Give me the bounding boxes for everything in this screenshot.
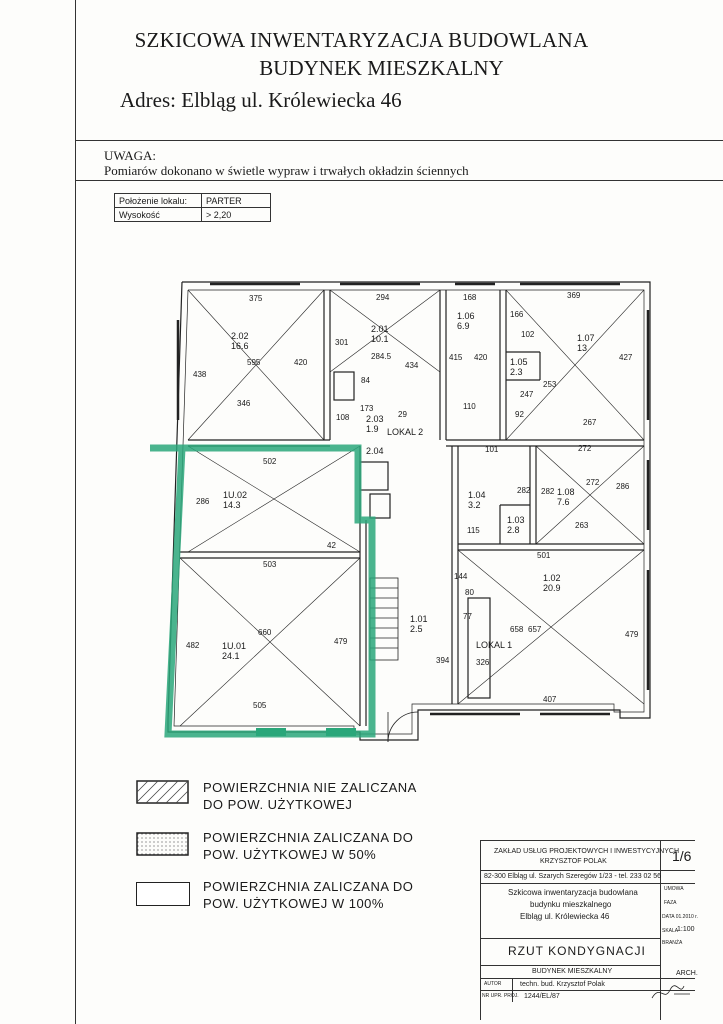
address: Adres: Elbląg ul. Królewiecka 46 [120, 88, 402, 112]
description: Szkicowa inwentaryzacja budowlana [508, 888, 638, 897]
branch-label: BRANŻA [662, 940, 683, 946]
dimension-label: 263 [575, 521, 589, 530]
room-label: 1.02 20.9 [543, 573, 561, 593]
author: techn. bud. Krzysztof Polak [520, 981, 605, 988]
room-label: 1.08 7.6 [557, 487, 575, 507]
dimension-label: 479 [334, 637, 348, 646]
height-label: Wysokość [115, 208, 202, 222]
dimension-label: 282 [517, 486, 531, 495]
scale-label: SKALA [662, 928, 679, 934]
dimension-label: 658 [510, 625, 524, 634]
dimension-label: 482 [186, 641, 200, 650]
unit-label: LOKAL 1 [476, 640, 513, 650]
dimension-label: 92 [515, 410, 524, 419]
outer-wall-inner [174, 290, 644, 734]
dimension-label: 110 [463, 402, 476, 411]
dimension-label: 420 [294, 358, 308, 367]
room-label: 1U.01 24.1 [222, 641, 247, 661]
dimension-label: 369 [567, 291, 581, 300]
dimension-label: 102 [521, 330, 535, 339]
room-label: 1.03 2.8 [507, 515, 525, 535]
highlighted-window [326, 728, 356, 736]
note-text: Pomiarów dokonano w świetle wypraw i trwałych okładzin ściennych [104, 163, 469, 178]
contract-label: UMOWA [664, 886, 684, 892]
dimension-label: 42 [327, 541, 336, 550]
legend-text: POWIERZCHNIA ZALICZANA DO POW. UŻYTKOWEJ W 100% [203, 879, 414, 911]
room-label: 2.03 1.9 [366, 414, 384, 434]
dimension-label: 657 [528, 625, 542, 634]
license-label: NR UPR. PROJ. [482, 993, 519, 999]
date-label: DATA 01.2010 r. [662, 914, 698, 920]
dimension-label: 272 [586, 478, 600, 487]
description: Elbląg ul. Królewiecka 46 [520, 912, 610, 921]
dimension-label: 29 [398, 410, 407, 419]
room-label: 2.04 [366, 446, 384, 456]
dimension-label: 267 [583, 418, 597, 427]
room-label: 2.02 16.6 [231, 331, 249, 351]
dimension-label: 101 [485, 445, 499, 454]
dimension-label: 326 [476, 658, 490, 667]
dimension-label: 286 [196, 497, 210, 506]
phase-label: FAZA [664, 900, 677, 906]
dimension-label: 294 [376, 293, 390, 302]
room-label: 1.04 3.2 [468, 490, 486, 510]
scale-value: 1:100 [677, 926, 695, 933]
dimension-label: 77 [463, 612, 472, 621]
branch-value: ARCH. [676, 970, 698, 977]
legend-swatch-hatched [136, 780, 190, 806]
dimension-label: 505 [253, 701, 267, 710]
dimension-label: 394 [436, 656, 450, 665]
dimension-label: 438 [193, 370, 207, 379]
legend-swatch-plain [136, 882, 190, 906]
dimension-label: 420 [474, 353, 488, 362]
room-label: 1U.02 14.3 [223, 490, 248, 510]
dimension-label: 415 [449, 353, 463, 362]
company-address: 82-300 Elbląg ul. Szarych Szeregów 1/23 - tel. 233 02 56 [484, 873, 662, 880]
license-number: 1244/EL/87 [524, 993, 560, 1000]
dimension-label: 660 [258, 628, 272, 637]
dimension-label: 272 [578, 444, 592, 453]
drawing-title: RZUT KONDYGNACJI [508, 944, 646, 958]
dimension-label: 173 [360, 404, 374, 413]
height-value: > 2,20 [202, 208, 271, 222]
document-subtitle: BUDYNEK MIESZKALNY [259, 56, 504, 80]
dimension-label: 108 [336, 413, 350, 422]
dimension-label: 434 [405, 361, 419, 370]
title-block [480, 840, 698, 1020]
dimension-label: 595 [247, 358, 261, 367]
location-label: Położenie lokalu: [115, 194, 202, 208]
author-label: AUTOR [484, 981, 502, 987]
dimension-label: 503 [263, 560, 277, 569]
dimension-label: 80 [465, 588, 474, 597]
room-label: 1.06 6.9 [457, 311, 475, 331]
location-value: PARTER [202, 194, 271, 208]
dimension-label: 346 [237, 399, 251, 408]
dimension-label: 84 [361, 376, 370, 385]
note-label: UWAGA: [104, 148, 156, 163]
dimension-label: 301 [335, 338, 349, 347]
dimension-label: 168 [463, 293, 477, 302]
dimension-label: 253 [543, 380, 557, 389]
room-label: 2.01 10.1 [371, 324, 389, 344]
legend-text: POWIERZCHNIA NIE ZALICZANA DO POW. UŻYTKOWEJ [203, 780, 417, 812]
legend-text: POWIERZCHNIA ZALICZANA DO POW. UŻYTKOWEJ W 50% [203, 830, 414, 862]
description: budynku mieszkalnego [530, 900, 612, 909]
dimension-label: 502 [263, 457, 277, 466]
dimension-label: 407 [543, 695, 557, 704]
dimension-label: 286 [616, 482, 630, 491]
signature [650, 980, 694, 1004]
building-type: BUDYNEK MIESZKALNY [532, 968, 613, 975]
dimension-label: 501 [537, 551, 551, 560]
company-owner: KRZYSZTOF POLAK [540, 858, 607, 865]
dimension-label: 284.5 [371, 352, 392, 361]
highlighted-window [256, 728, 286, 736]
room-label: 1.05 2.3 [510, 357, 528, 377]
document-title: SZKICOWA INWENTARYZACJA BUDOWLANA [134, 28, 589, 52]
dimension-label: 375 [249, 294, 263, 303]
dimension-label: 479 [625, 630, 639, 639]
dimension-label: 427 [619, 353, 633, 362]
dimension-label: 166 [510, 310, 524, 319]
unit-label: LOKAL 2 [387, 427, 424, 437]
dimension-label: 282 [541, 487, 555, 496]
room-label: 1.01 2.5 [410, 614, 428, 634]
sheet-number: 1/6 [672, 848, 692, 864]
legend-swatch-dotted [136, 832, 190, 858]
company-name: ZAKŁAD USŁUG PROJEKTOWYCH I INWESTYCYJNYCH [494, 848, 680, 855]
dimension-label: 247 [520, 390, 534, 399]
dimension-label: 144 [454, 572, 468, 581]
room-label: 1.07 13 [577, 333, 595, 353]
dimension-label: 115 [467, 526, 480, 535]
